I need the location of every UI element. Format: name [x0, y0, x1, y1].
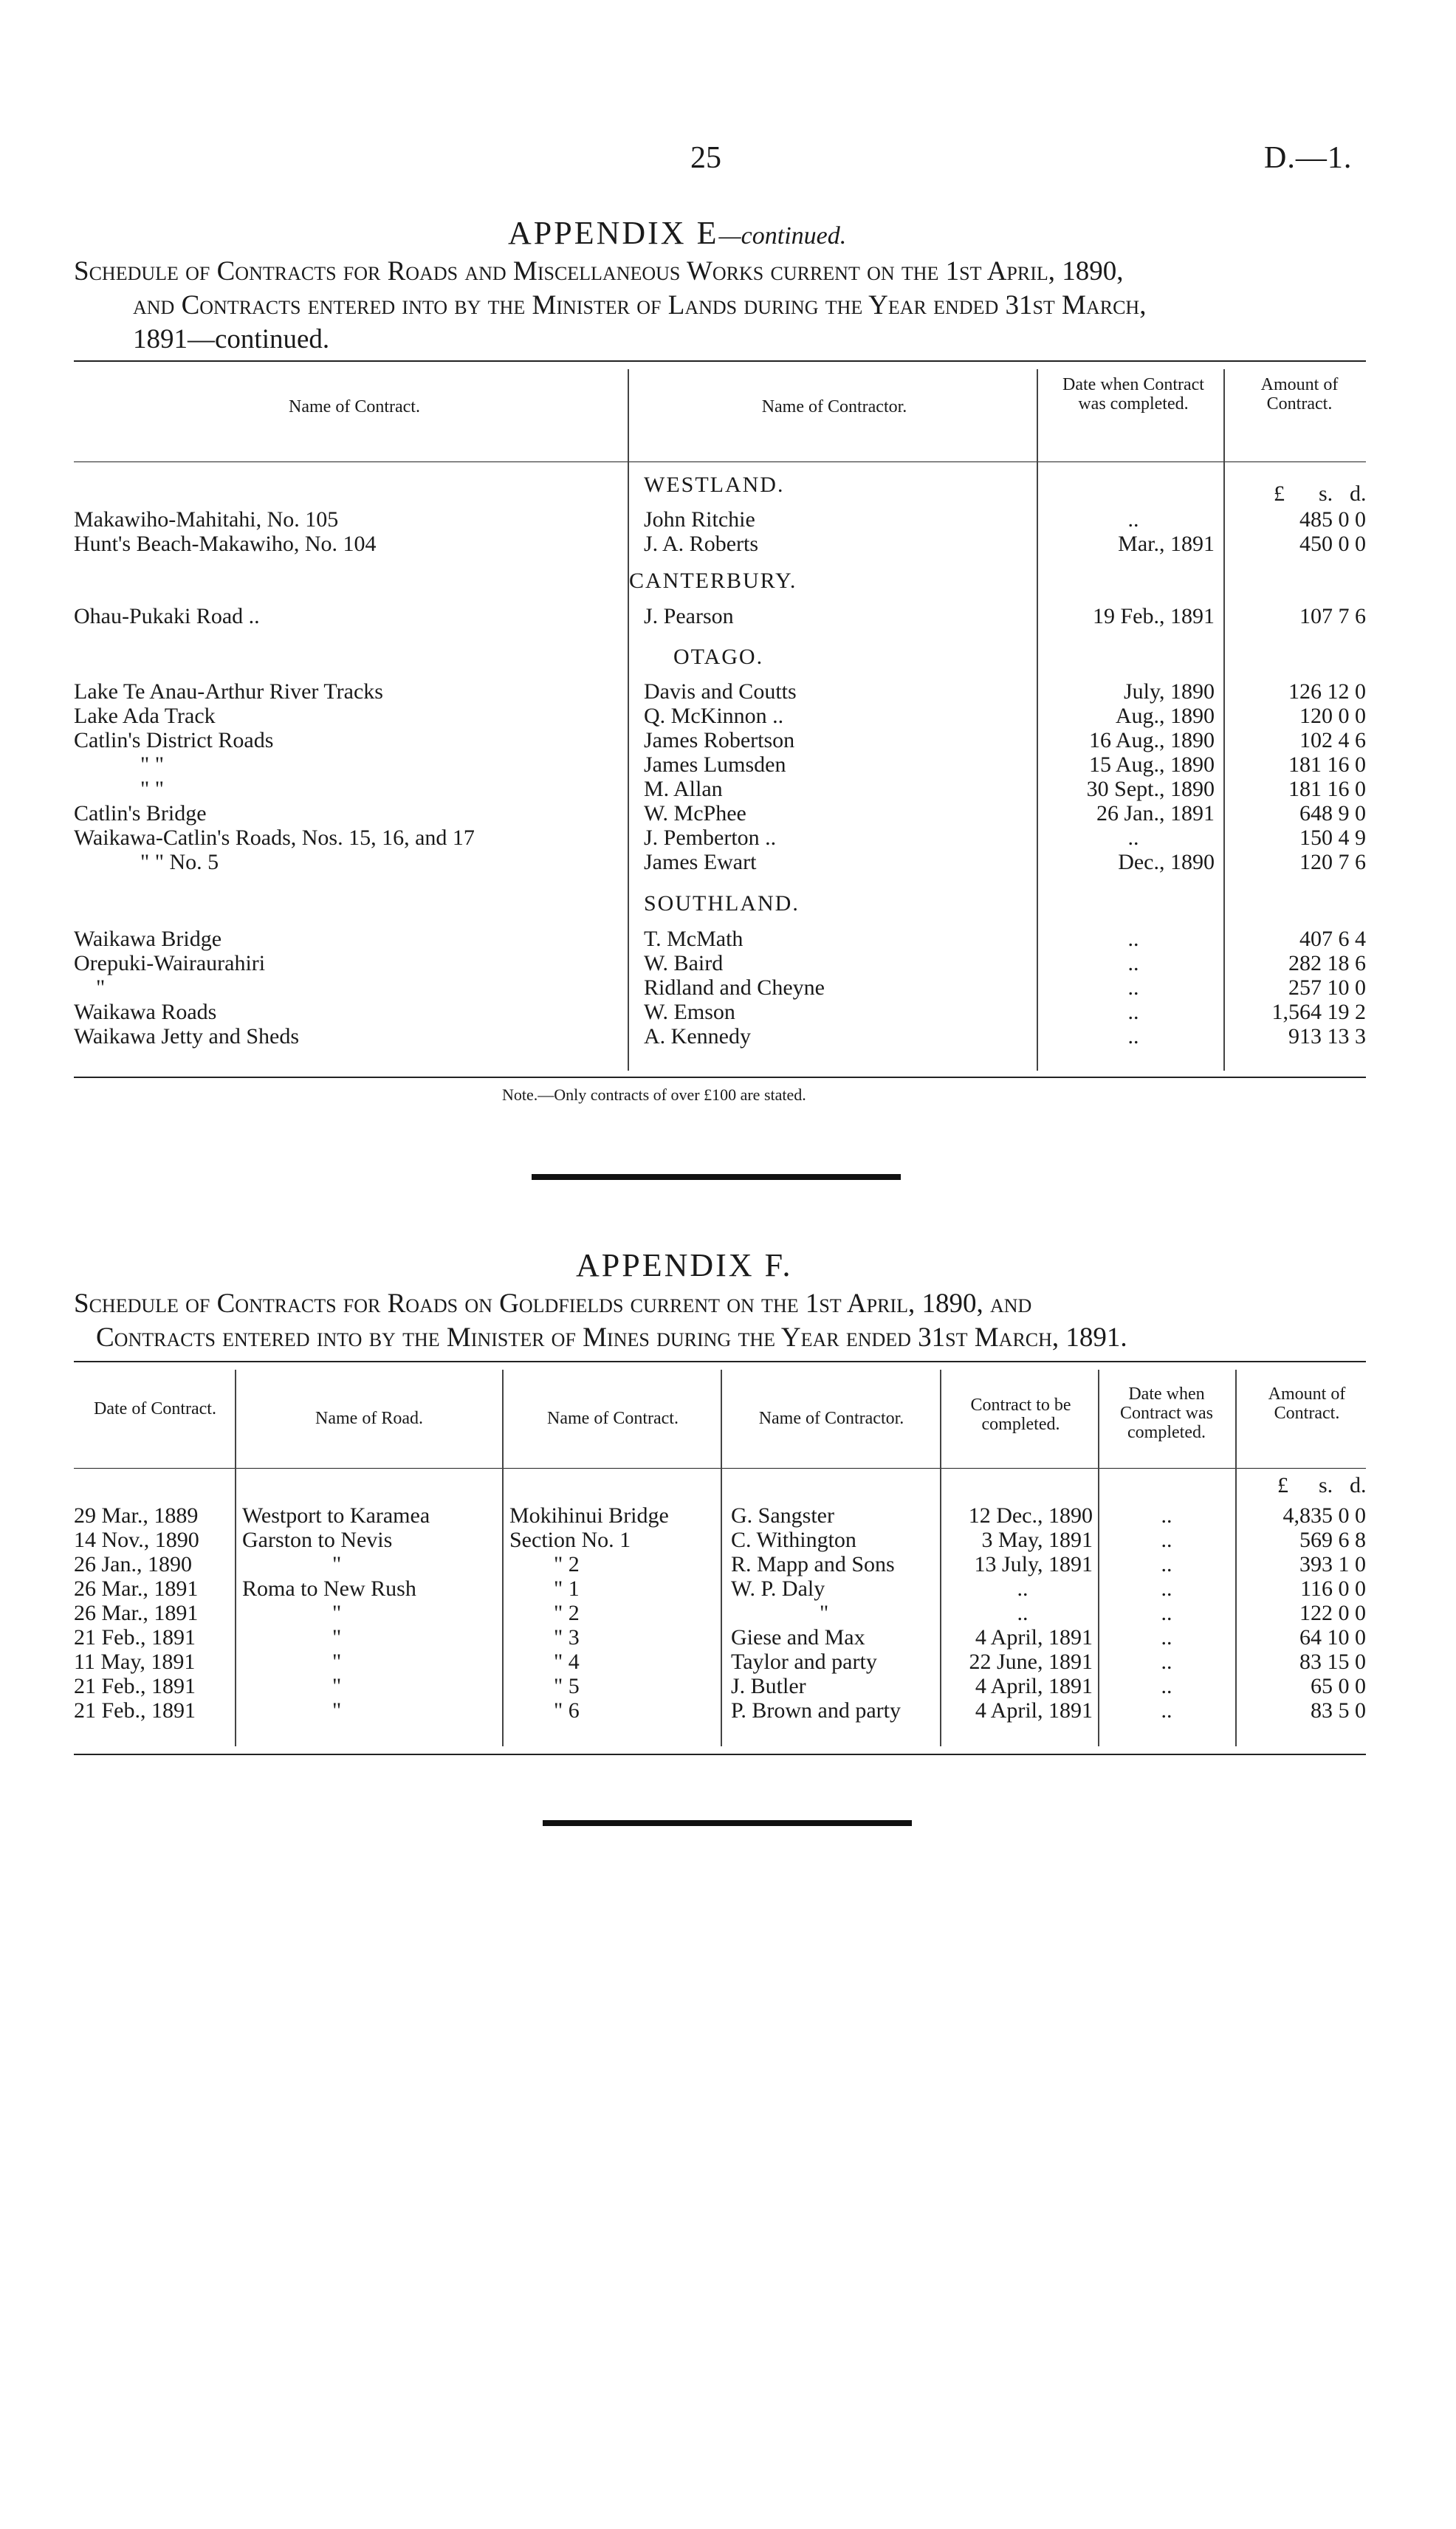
to-complete-date: ..: [1017, 1576, 1029, 1601]
amount: 648 9 0: [1299, 801, 1366, 826]
table-f-bottom-rule: [74, 1754, 1366, 1755]
completed-date: ..: [1127, 975, 1139, 1000]
table-row: [0, 507, 1456, 532]
table-row: [0, 532, 1456, 557]
appendix-e-title-text: APPENDIX E: [508, 215, 719, 251]
amount: 913 13 3: [1288, 1024, 1366, 1049]
table-e-top-rule: [74, 360, 1366, 362]
table-e-header-rule: [74, 461, 1366, 462]
completed-date: Dec., 1890: [1118, 850, 1215, 874]
road-name-ditto: ": [332, 1625, 342, 1650]
table-f-header-date: Date of Contract.: [94, 1399, 216, 1418]
contract-name: Lake Te Anau-Arthur River Tracks: [74, 679, 383, 704]
table-row: [0, 927, 1456, 952]
table-row: [0, 975, 1456, 1001]
contract-name-ditto: " 2: [554, 1601, 580, 1625]
contractor-name: A. Kennedy: [644, 1024, 751, 1049]
table-row: [0, 1650, 1456, 1675]
document-reference: D.—1.: [1264, 141, 1353, 175]
shillings-symbol: s.: [1319, 481, 1333, 506]
contract-name: Waikawa Jetty and Sheds: [74, 1024, 300, 1049]
contract-name: Ohau-Pukaki Road ..: [74, 604, 260, 628]
contract-name-ditto: " ": [140, 752, 164, 777]
completed-date: ..: [1161, 1698, 1172, 1723]
completed-date: ..: [1161, 1528, 1172, 1552]
road-name-ditto: ": [332, 1698, 342, 1723]
contract-name-ditto: " " No. 5: [140, 850, 219, 874]
to-complete-date: 3 May, 1891: [981, 1528, 1093, 1552]
completed-date: ..: [1161, 1576, 1172, 1601]
table-row: [0, 1552, 1456, 1577]
amount: 116 0 0: [1300, 1576, 1366, 1601]
appendix-f-title: APPENDIX F.: [576, 1247, 793, 1283]
table-e-header-date: Date when Contract was completed.: [1062, 375, 1204, 414]
contractor-name: J. A. Roberts: [644, 532, 759, 556]
table-e-note: Note.—Only contracts of over £100 are stated.: [502, 1085, 806, 1104]
completed-date: 19 Feb., 1891: [1093, 604, 1215, 628]
amount: 485 0 0: [1299, 507, 1366, 532]
amount: 120 0 0: [1299, 704, 1366, 728]
road-name: Westport to Karamea: [242, 1503, 430, 1528]
table-f-header-road: Name of Road.: [315, 1409, 423, 1428]
amount: 4,835 0 0: [1282, 1503, 1366, 1528]
contract-date: 14 Nov., 1890: [74, 1528, 199, 1552]
table-row: [0, 1698, 1456, 1723]
to-complete-date: ..: [1017, 1601, 1029, 1625]
table-e-header-name: Name of Contract.: [289, 397, 420, 416]
pence-symbol: d.: [1350, 1473, 1367, 1497]
contractor-name: W. P. Daly: [731, 1576, 825, 1601]
contract-name: Waikawa Bridge: [74, 927, 222, 951]
to-complete-date: 22 June, 1891: [969, 1650, 1093, 1674]
contractor-name: J. Pemberton ..: [644, 826, 777, 850]
contract-name-ditto: " 4: [554, 1650, 580, 1674]
contract-name-ditto: " 6: [554, 1698, 580, 1723]
contractor-name: Q. McKinnon ..: [644, 704, 784, 728]
section-southland: SOUTHLAND.: [644, 891, 800, 916]
contract-name: Waikawa Roads: [74, 1000, 217, 1024]
table-f-header-completed: Date when Contract was completed.: [1120, 1384, 1213, 1442]
road-name-ditto: ": [332, 1674, 342, 1698]
contractor-name: James Robertson: [644, 728, 795, 752]
table-row: [0, 1674, 1456, 1699]
table-f-header-rule: [74, 1468, 1366, 1469]
section-divider-bar: [543, 1820, 912, 1826]
contractor-name: W. McPhee: [644, 801, 746, 826]
contractor-name-ditto: ": [820, 1601, 829, 1625]
currency-header-f: [0, 1473, 1456, 1498]
road-name: Roma to New Rush: [242, 1576, 416, 1601]
completed-date: ..: [1161, 1601, 1172, 1625]
table-row: [0, 752, 1456, 778]
table-row: [0, 1601, 1456, 1626]
amount: 181 16 0: [1288, 777, 1366, 801]
table-f-header-contract: Name of Contract.: [547, 1409, 679, 1428]
table-f-header-amount: Amount of Contract.: [1268, 1384, 1346, 1423]
contractor-name: M. Allan: [644, 777, 723, 801]
table-row: [0, 604, 1456, 629]
completed-date: Mar., 1891: [1118, 532, 1215, 556]
contract-date: 26 Mar., 1891: [74, 1601, 199, 1625]
table-row: [0, 777, 1456, 802]
amount: 257 10 0: [1288, 975, 1366, 1000]
contractor-name: James Lumsden: [644, 752, 786, 777]
table-f-header-to-complete: Contract to be completed.: [970, 1396, 1071, 1434]
contract-date: 29 Mar., 1889: [74, 1503, 199, 1528]
to-complete-date: 12 Dec., 1890: [968, 1503, 1093, 1528]
amount: 450 0 0: [1299, 532, 1366, 556]
contractor-name: W. Baird: [644, 951, 724, 975]
contractor-name: J. Pearson: [644, 604, 734, 628]
table-row: [0, 1024, 1456, 1049]
amount: 282 18 6: [1288, 951, 1366, 975]
table-e-bottom-rule: [74, 1077, 1366, 1078]
contract-date: 26 Jan., 1890: [74, 1552, 192, 1576]
table-f-header-contractor: Name of Contractor.: [758, 1409, 904, 1428]
contractor-name: Ridland and Cheyne: [644, 975, 825, 1000]
completed-date: ..: [1161, 1674, 1172, 1698]
contractor-name: John Ritchie: [644, 507, 755, 532]
contractor-name: P. Brown and party: [731, 1698, 901, 1723]
table-row: [0, 850, 1456, 875]
contract-name: Mokihinui Bridge: [509, 1503, 669, 1528]
completed-date: 26 Jan., 1891: [1096, 801, 1215, 826]
amount: 407 6 4: [1299, 927, 1366, 951]
pounds-symbol: £: [1277, 1473, 1288, 1497]
contract-date: 11 May, 1891: [74, 1650, 196, 1674]
table-f-top-rule: [74, 1361, 1366, 1362]
completed-date: ..: [1161, 1650, 1172, 1674]
contractor-name: C. Withington: [731, 1528, 856, 1552]
contract-name-ditto: " 1: [554, 1576, 580, 1601]
amount: 122 0 0: [1299, 1601, 1366, 1625]
contract-date: 21 Feb., 1891: [74, 1698, 196, 1723]
contractor-name: Taylor and party: [731, 1650, 877, 1674]
appendix-e-schedule-line-2: and Contracts entered into by the Minister of Lands during the Year ended 31st March,: [133, 290, 1147, 320]
amount: 107 7 6: [1299, 604, 1366, 628]
contractor-name: T. McMath: [644, 927, 744, 951]
contract-date: 21 Feb., 1891: [74, 1674, 196, 1698]
to-complete-date: 4 April, 1891: [975, 1625, 1093, 1650]
completed-date: Aug., 1890: [1115, 704, 1215, 728]
contract-date: 21 Feb., 1891: [74, 1625, 196, 1650]
road-name-ditto: ": [332, 1601, 342, 1625]
section-westland: WESTLAND.: [644, 473, 785, 497]
contractor-name: Giese and Max: [731, 1625, 865, 1650]
contractor-name: W. Emson: [644, 1000, 735, 1024]
contract-name: Orepuki-Wairaurahiri: [74, 951, 266, 975]
road-name: Garston to Nevis: [242, 1528, 393, 1552]
appendix-f-schedule-line-2: Contracts entered into by the Minister of Mines during the Year ended 31st March, 1891.: [96, 1322, 1127, 1353]
appendix-e-title-suffix: —continued.: [718, 222, 847, 250]
completed-date: ..: [1127, 826, 1139, 850]
contract-name: Lake Ada Track: [74, 704, 216, 728]
shillings-symbol: s.: [1319, 1473, 1333, 1497]
currency-header-e: [0, 481, 1456, 507]
pence-symbol: d.: [1350, 481, 1367, 506]
contractor-name: R. Mapp and Sons: [731, 1552, 895, 1576]
contract-name-ditto: " 3: [554, 1625, 580, 1650]
amount: 120 7 6: [1299, 850, 1366, 874]
appendix-e-schedule-line-3: 1891—continued.: [133, 324, 330, 354]
contract-name: Waikawa-Catlin's Roads, Nos. 15, 16, and 17: [74, 826, 475, 850]
contractor-name: J. Butler: [731, 1674, 806, 1698]
completed-date: ..: [1161, 1625, 1172, 1650]
appendix-e-schedule-line-1: Schedule of Contracts for Roads and Miscellaneous Works current on the 1st April, 1890,: [74, 256, 1124, 286]
amount: 102 4 6: [1299, 728, 1366, 752]
amount: 64 10 0: [1299, 1625, 1366, 1650]
contract-name: Hunt's Beach-Makawiho, No. 104: [74, 532, 377, 556]
amount: 126 12 0: [1288, 679, 1366, 704]
table-row: [0, 1000, 1456, 1025]
table-row: [0, 826, 1456, 851]
amount: 181 16 0: [1288, 752, 1366, 777]
contract-name-ditto: " ": [140, 777, 164, 801]
amount: 569 6 8: [1299, 1528, 1366, 1552]
completed-date: ..: [1127, 507, 1139, 532]
section-canterbury: CANTERBURY.: [629, 569, 797, 593]
completed-date: ..: [1127, 951, 1139, 975]
contract-name: Catlin's District Roads: [74, 728, 274, 752]
amount: 83 15 0: [1299, 1650, 1366, 1674]
completed-date: 15 Aug., 1890: [1088, 752, 1215, 777]
to-complete-date: 4 April, 1891: [975, 1698, 1093, 1723]
road-name-ditto: ": [332, 1650, 342, 1674]
completed-date: ..: [1127, 1024, 1139, 1049]
table-row: [0, 704, 1456, 729]
contract-name: Catlin's Bridge: [74, 801, 207, 826]
page-number: 25: [690, 141, 721, 175]
amount: 150 4 9: [1299, 826, 1366, 850]
completed-date: ..: [1127, 927, 1139, 951]
to-complete-date: 13 July, 1891: [974, 1552, 1093, 1576]
contract-name-ditto: " 5: [554, 1674, 580, 1698]
contractor-name: G. Sangster: [731, 1503, 834, 1528]
contract-name-ditto: ": [96, 975, 106, 1000]
contract-date: 26 Mar., 1891: [74, 1576, 199, 1601]
contractor-name: James Ewart: [644, 850, 757, 874]
table-row: [0, 1528, 1456, 1553]
completed-date: ..: [1161, 1503, 1172, 1528]
appendix-f-schedule-line-1: Schedule of Contracts for Roads on Goldfields current on the 1st April, 1890, and: [74, 1288, 1032, 1319]
contract-name: Section No. 1: [509, 1528, 631, 1552]
amount: 393 1 0: [1299, 1552, 1366, 1576]
to-complete-date: 4 April, 1891: [975, 1674, 1093, 1698]
contract-name-ditto: " 2: [554, 1552, 580, 1576]
pounds-symbol: £: [1274, 481, 1285, 506]
table-row: [0, 1625, 1456, 1650]
table-row: [0, 1576, 1456, 1602]
completed-date: 30 Sept., 1890: [1086, 777, 1215, 801]
road-name-ditto: ": [332, 1552, 342, 1576]
table-e-header-contractor: Name of Contractor.: [761, 397, 907, 416]
completed-date: July, 1890: [1123, 679, 1215, 704]
appendix-e-title: [508, 214, 846, 252]
amount: 1,564 19 2: [1271, 1000, 1366, 1024]
table-row: [0, 728, 1456, 753]
table-row: [0, 801, 1456, 826]
completed-date: ..: [1161, 1552, 1172, 1576]
amount: 65 0 0: [1311, 1674, 1366, 1698]
table-row: [0, 951, 1456, 976]
contract-name: Makawiho-Mahitahi, No. 105: [74, 507, 339, 532]
completed-date: 16 Aug., 1890: [1088, 728, 1215, 752]
contractor-name: Davis and Coutts: [644, 679, 797, 704]
section-divider-bar: [532, 1174, 901, 1180]
table-row: [0, 679, 1456, 704]
section-otago: OTAGO.: [673, 645, 764, 669]
amount: 83 5 0: [1311, 1698, 1366, 1723]
completed-date: ..: [1127, 1000, 1139, 1024]
table-e-header-amount: Amount of Contract.: [1260, 375, 1339, 414]
table-row: [0, 1503, 1456, 1528]
